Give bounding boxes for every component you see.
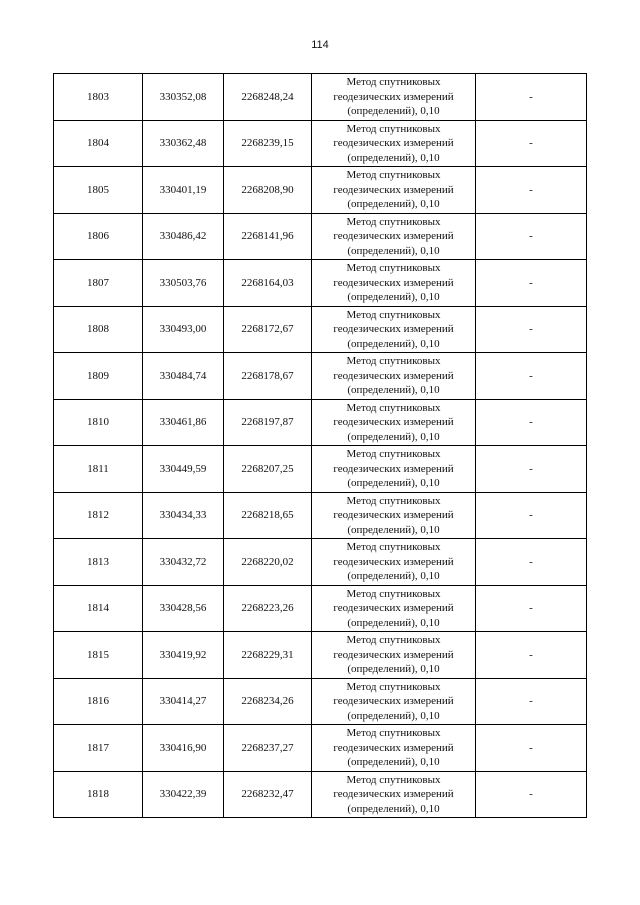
method-cell [312,446,476,493]
y-coordinate-cell: 2268234,26 [224,678,312,725]
x-coordinate-cell: 330401,19 [143,167,224,214]
y-coordinate-cell: 2268220,02 [224,539,312,586]
method-line: Метод спутниковых [346,634,441,646]
x-coordinate-cell: 330419,92 [143,632,224,679]
table-row [54,260,587,307]
y-coordinate-cell: 2268229,31 [224,632,312,679]
point-number-cell: 1813 [54,539,143,586]
note-cell: - [476,120,587,167]
method-line: (определений), 0,10 [347,384,440,396]
table-row [54,446,587,493]
note-cell: - [476,399,587,446]
method-line: (определений), 0,10 [347,709,440,722]
method-line: геодезических измерений [333,788,454,800]
method-line: (определений), 0,10 [347,616,440,629]
method-line: Метод спутниковых [346,680,441,693]
note-cell: - [476,539,587,586]
table-row [54,213,587,260]
x-coordinate-cell: 330352,08 [143,74,224,121]
point-number-cell: 1817 [54,725,143,772]
method-line: (определений), 0,10 [347,756,440,768]
y-coordinate-cell: 2268197,87 [224,399,312,446]
point-number-cell: 1815 [54,632,143,679]
note-cell: - [476,74,587,121]
x-coordinate-cell: 330416,90 [143,725,224,772]
x-coordinate-cell: 330362,48 [143,120,224,167]
method-line: (определений), 0,10 [347,151,440,164]
method-cell [312,539,476,586]
method-line: (определений), 0,10 [347,477,440,489]
note-cell: - [476,585,587,632]
point-number-cell: 1805 [54,167,143,214]
table-row [54,74,587,121]
coordinates-table [53,73,587,818]
method-line: Метод спутниковых [346,355,441,367]
method-cell [312,213,476,260]
x-coordinate-cell: 330461,86 [143,399,224,446]
point-number-cell: 1818 [54,771,143,818]
point-number-cell: 1811 [54,446,143,493]
x-coordinate-cell: 330486,42 [143,213,224,260]
method-line: Метод спутниковых [346,773,441,786]
method-line: (определений), 0,10 [347,430,440,443]
y-coordinate-cell: 2268141,96 [224,213,312,260]
method-line: геодезических измерений [333,741,454,754]
method-line: геодезических измерений [333,462,454,475]
method-line: геодезических измерений [333,416,454,428]
point-number-cell: 1812 [54,492,143,539]
note-cell: - [476,492,587,539]
note-cell: - [476,678,587,725]
method-line: геодезических измерений [333,602,454,614]
method-line: Метод спутниковых [346,169,441,181]
method-cell [312,260,476,307]
method-line: (определений), 0,10 [347,105,440,117]
method-cell [312,120,476,167]
method-line: Метод спутниковых [346,541,441,553]
x-coordinate-cell: 330493,00 [143,306,224,353]
method-line: (определений), 0,10 [347,570,440,582]
method-cell [312,678,476,725]
method-line: геодезических измерений [333,323,454,335]
note-cell: - [476,632,587,679]
note-cell: - [476,353,587,400]
method-line: геодезических измерений [333,369,454,382]
method-line: Метод спутниковых [346,401,441,414]
table-row [54,399,587,446]
table-row [54,725,587,772]
page-number: 114 [311,39,329,51]
x-coordinate-cell: 330484,74 [143,353,224,400]
y-coordinate-cell: 2268208,90 [224,167,312,214]
method-cell [312,585,476,632]
y-coordinate-cell: 2268178,67 [224,353,312,400]
table-row [54,771,587,818]
method-cell [312,492,476,539]
point-number-cell: 1814 [54,585,143,632]
method-line: Метод спутниковых [346,448,441,460]
method-line: геодезических измерений [333,90,454,103]
method-line: Метод спутниковых [346,262,441,274]
point-number-cell: 1810 [54,399,143,446]
note-cell: - [476,725,587,772]
table-row [54,120,587,167]
note-cell: - [476,260,587,307]
note-cell: - [476,306,587,353]
method-line: Метод спутниковых [346,494,441,507]
method-line: геодезических измерений [333,183,454,196]
method-line: геодезических измерений [333,648,454,661]
method-cell [312,771,476,818]
y-coordinate-cell: 2268172,67 [224,306,312,353]
method-cell [312,306,476,353]
table-body [54,74,587,818]
point-number-cell: 1809 [54,353,143,400]
x-coordinate-cell: 330422,39 [143,771,224,818]
note-cell: - [476,771,587,818]
point-number-cell: 1803 [54,74,143,121]
x-coordinate-cell: 330414,27 [143,678,224,725]
method-line: Метод спутниковых [346,122,441,135]
point-number-cell: 1808 [54,306,143,353]
method-line: (определений), 0,10 [347,523,440,536]
method-line: (определений), 0,10 [347,198,440,210]
y-coordinate-cell: 2268207,25 [224,446,312,493]
method-cell [312,399,476,446]
method-cell [312,725,476,772]
y-coordinate-cell: 2268232,47 [224,771,312,818]
method-cell [312,353,476,400]
method-line: геодезических измерений [333,509,454,521]
method-line: (определений), 0,10 [347,244,440,257]
table-row [54,632,587,679]
method-line: Метод спутниковых [346,215,441,228]
note-cell: - [476,167,587,214]
x-coordinate-cell: 330449,59 [143,446,224,493]
y-coordinate-cell: 2268248,24 [224,74,312,121]
point-number-cell: 1806 [54,213,143,260]
y-coordinate-cell: 2268223,26 [224,585,312,632]
table-row [54,492,587,539]
method-line: Метод спутниковых [346,76,441,88]
method-line: Метод спутниковых [346,727,441,739]
x-coordinate-cell: 330432,72 [143,539,224,586]
table-row [54,353,587,400]
table-row [54,585,587,632]
method-line: геодезических измерений [333,137,454,149]
note-cell: - [476,213,587,260]
table-row [54,167,587,214]
x-coordinate-cell: 330503,76 [143,260,224,307]
point-number-cell: 1816 [54,678,143,725]
y-coordinate-cell: 2268218,65 [224,492,312,539]
method-line: геодезических измерений [333,555,454,568]
method-line: (определений), 0,10 [347,663,440,675]
y-coordinate-cell: 2268164,03 [224,260,312,307]
method-line: (определений), 0,10 [347,337,440,350]
method-cell [312,74,476,121]
table-row [54,539,587,586]
table-row [54,306,587,353]
note-cell: - [476,446,587,493]
method-line: (определений), 0,10 [347,291,440,303]
method-line: геодезических измерений [333,695,454,707]
method-line: геодезических измерений [333,276,454,289]
point-number-cell: 1807 [54,260,143,307]
method-line: (определений), 0,10 [347,802,440,815]
point-number-cell: 1804 [54,120,143,167]
y-coordinate-cell: 2268239,15 [224,120,312,167]
x-coordinate-cell: 330428,56 [143,585,224,632]
method-line: Метод спутниковых [346,587,441,600]
method-line: Метод спутниковых [346,308,441,321]
method-cell [312,167,476,214]
table-row [54,678,587,725]
x-coordinate-cell: 330434,33 [143,492,224,539]
method-line: геодезических измерений [333,230,454,242]
method-cell [312,632,476,679]
y-coordinate-cell: 2268237,27 [224,725,312,772]
